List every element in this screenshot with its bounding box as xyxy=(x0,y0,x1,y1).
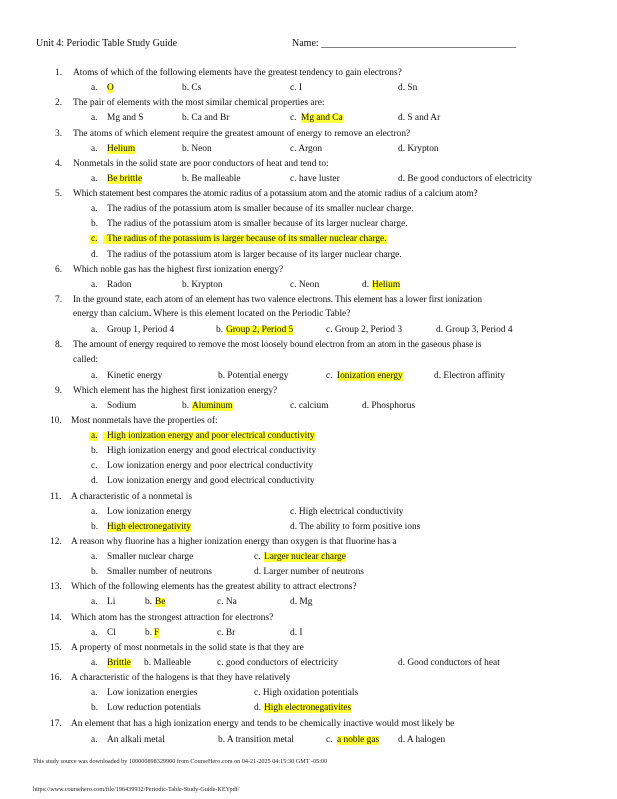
choice-letter: c. xyxy=(91,461,98,471)
choice: b. Be malleable xyxy=(182,174,241,184)
choice-letter: a. xyxy=(91,597,98,607)
choice-letter: a. xyxy=(91,401,98,411)
answer-highlight: Helium xyxy=(372,280,401,290)
choice-letter: a. xyxy=(91,628,98,638)
choice-letter: a. xyxy=(91,113,98,123)
choice: d. Group 3, Period 4 xyxy=(436,325,513,335)
choice-letter: a. xyxy=(91,144,98,154)
answer-highlight-letter: a. xyxy=(91,431,98,441)
choice: d. Good conductors of heat xyxy=(398,658,500,668)
choice-letter: b. xyxy=(91,219,99,229)
choice: b. Cs xyxy=(182,83,202,93)
choice-letter: b. xyxy=(145,597,153,607)
choice-text: Mg and S xyxy=(107,113,144,123)
question-number: 11. xyxy=(50,492,62,502)
question-stem: A property of most nonmetals in the solid state is that they are xyxy=(71,643,304,653)
choice-text: Cl xyxy=(107,628,116,638)
choice: b. Ca and Br xyxy=(182,113,230,123)
choice: c. Neon xyxy=(290,280,320,290)
question-stem: The amount of energy required to remove the most loosely bound electron from an atom in the gaseous phase is xyxy=(73,340,482,350)
answer-highlight: High electronegativity xyxy=(107,522,192,532)
download-notice: This study source was downloaded by 100000898329900 from CourseHero.com on 04-21-2025 04:15:30 GMT -05:00 xyxy=(33,758,328,765)
question-number: 4. xyxy=(55,159,63,169)
question-stem: Which noble gas has the highest first ionization energy? xyxy=(73,265,284,275)
question-number: 12. xyxy=(50,537,62,547)
choice-text: Radon xyxy=(107,280,132,290)
choice: b. A transition metal xyxy=(218,735,295,745)
choice: d. Be good conductors of electricity xyxy=(398,174,533,184)
choice-letter: d. xyxy=(254,703,262,713)
choice-text: Group 1, Period 4 xyxy=(107,325,175,335)
question-stem: A reason why fluorine has a higher ionization energy than oxygen is that fluorine has a xyxy=(71,537,397,547)
choice-letter: a. xyxy=(91,735,98,745)
question-stem: Which element has the highest first ionization energy? xyxy=(73,386,278,396)
choice: b. Malleable xyxy=(144,658,191,668)
question-stem: Nonmetals in the solid state are poor conductors of heat and tend to: xyxy=(73,159,329,169)
question-number: 17. xyxy=(50,719,62,729)
question-number: 10. xyxy=(50,416,62,426)
question-stem: A characteristic of a nonmetal is xyxy=(71,492,193,502)
question-number: 14. xyxy=(50,613,62,623)
choice-letter: b. xyxy=(91,446,99,456)
choice: c. High electrical conductivity xyxy=(290,507,404,517)
answer-highlight: Be xyxy=(155,597,166,607)
question-stem: Which atom has the strongest attraction for electrons? xyxy=(71,613,274,623)
choice-text: High ionization energy and good electrical conductivity xyxy=(107,446,317,456)
choice-text: Low ionization energy and good electrical conductivity xyxy=(107,476,315,486)
question-stem: The pair of elements with the most similar chemical properties are: xyxy=(73,98,325,108)
choice: b. Neon xyxy=(182,144,212,154)
choice: d. Sn xyxy=(398,83,418,93)
choice: d. The ability to form positive ions xyxy=(290,522,421,532)
answer-highlight: Larger nuclear charge xyxy=(264,552,346,562)
source-url[interactable]: https://www.coursehero.com/file/196439932/Periodic-Table-Study-Guide-KEYpdf/ xyxy=(33,786,240,793)
question-stem: Which statement best compares the atomic radius of a potassium atom and the atomic radius of a calcium atom? xyxy=(73,189,478,199)
choice: d. Larger number of neutrons xyxy=(254,567,364,577)
choice-text: Sodium xyxy=(107,401,137,411)
choice: c. calcium xyxy=(290,401,329,411)
choice-letter: a. xyxy=(91,83,98,93)
choice-letter: c. xyxy=(254,552,261,562)
choice: c. I xyxy=(290,83,302,93)
question-number: 1. xyxy=(55,68,63,78)
choice-letter: b. xyxy=(91,522,99,532)
choice-text: Li xyxy=(107,597,116,607)
choice-letter: a. xyxy=(91,552,98,562)
choice-letter: c. xyxy=(290,113,297,123)
question-stem: An element that has a high ionization energy and tends to be chemically inactive would most likely be xyxy=(71,719,455,729)
answer-highlight-letter: c. xyxy=(91,234,98,244)
choice-letter: c. xyxy=(326,735,333,745)
question-stem: In the ground state, each atom of an element has two valence electrons. This element has a lower first ionization xyxy=(73,295,482,305)
question-stem: Atoms of which of the following elements have the greatest tendency to gain electrons? xyxy=(73,68,402,78)
question-stem: Most nonmetals have the properties of: xyxy=(71,416,218,426)
name-field-label: Name: _______________________________________ xyxy=(292,38,517,49)
question-stem-continued: called: xyxy=(73,355,98,365)
choice: d. Mg xyxy=(290,597,313,607)
answer-highlight: F xyxy=(154,628,160,638)
question-stem: Which of the following elements has the greatest ability to attract electrons? xyxy=(71,582,357,592)
choice: c. good conductors of electricity xyxy=(217,658,339,668)
choice-text: An alkali metal xyxy=(107,735,165,745)
choice: c. Argon xyxy=(290,144,323,154)
page-title: Unit 4: Periodic Table Study Guide xyxy=(36,38,178,49)
choice-letter: a. xyxy=(91,507,98,517)
choice: b. Krypton xyxy=(182,280,223,290)
choice: d. I xyxy=(290,628,303,638)
choice-letter: b. xyxy=(182,401,190,411)
question-number: 6. xyxy=(55,265,63,275)
choice-text: Low ionization energy xyxy=(107,507,192,517)
answer-highlight: The radius of the potassium is larger because of its smaller nuclear charge. xyxy=(103,235,387,244)
answer-highlight: Group 2, Period 5 xyxy=(226,325,294,335)
choice: d. Krypton xyxy=(398,144,439,154)
answer-highlight: Be brittle xyxy=(107,174,143,184)
question-stem-continued: energy than calcium. Where is this element located on the Periodic Table? xyxy=(73,309,351,319)
question-number: 9. xyxy=(55,386,63,396)
answer-highlight: Ionization energy xyxy=(337,371,403,381)
choice-letter: b. xyxy=(91,567,99,577)
choice-letter: a. xyxy=(91,174,98,184)
choice-letter: a. xyxy=(91,688,98,698)
question-stem: A characteristic of the halogens is that they have relatively xyxy=(71,673,291,683)
choice: c. High oxidation potentials xyxy=(254,688,359,698)
choice: c. Na xyxy=(217,597,237,607)
answer-highlight: Mg and Ca xyxy=(301,113,343,123)
answer-highlight: Aluminum xyxy=(192,401,233,411)
choice-letter: b. xyxy=(216,325,224,335)
choice-letter: d. xyxy=(91,476,99,486)
choice-text: The radius of the potassium atom is smaller because of its smaller nuclear charge. xyxy=(107,204,414,214)
question-number: 5. xyxy=(55,189,63,199)
choice-letter: a. xyxy=(91,325,98,335)
choice-letter: d. xyxy=(362,280,370,290)
answer-highlight: High electronegativites xyxy=(264,703,352,713)
question-number: 13. xyxy=(50,582,62,592)
choice-text: Low ionization energies xyxy=(107,688,198,698)
question-number: 8. xyxy=(55,340,63,350)
choice: d. A halogen xyxy=(398,735,446,745)
choice: c. have luster xyxy=(290,174,340,184)
choice-text: The radius of the potassium atom is smaller because of its larger nuclear charge. xyxy=(107,219,408,229)
answer-highlight: Helium xyxy=(107,144,136,154)
choice-text: Smaller number of neutrons xyxy=(107,567,212,577)
choice-letter: a. xyxy=(91,280,98,290)
choice-letter: a. xyxy=(91,371,98,381)
choice-letter: d. xyxy=(91,250,99,260)
question-number: 3. xyxy=(55,129,63,139)
choice-text: Low ionization energy and poor electrical conductivity xyxy=(107,461,314,471)
choice-text: The radius of the potassium atom is larger because of its larger nuclear charge. xyxy=(107,250,402,260)
choice: d. Phosphorus xyxy=(362,401,416,411)
choice-text: Low reduction potentials xyxy=(107,703,201,713)
choice-text: Smaller nuclear charge xyxy=(107,552,194,562)
choice: d. Electron affinity xyxy=(434,371,505,381)
answer-highlight: Brittle xyxy=(107,658,131,668)
choice-letter: a. xyxy=(91,204,98,214)
choice: d. S and Ar xyxy=(398,113,441,123)
question-stem: The atoms of which element require the greatest amount of energy to remove an electron? xyxy=(73,129,411,139)
question-number: 16. xyxy=(50,673,62,683)
choice-letter: a. xyxy=(91,658,98,668)
choice: b. Potential energy xyxy=(218,371,289,381)
choice-letter: b. xyxy=(145,628,153,638)
choice-letter: c. xyxy=(326,371,333,381)
choice-letter: b. xyxy=(91,703,99,713)
choice: c. Br xyxy=(217,628,236,638)
answer-highlight: a noble gas xyxy=(337,735,380,745)
question-number: 2. xyxy=(55,98,63,108)
question-number: 7. xyxy=(55,295,63,305)
question-number: 15. xyxy=(50,643,62,653)
choice-text: Kinetic energy xyxy=(107,371,163,381)
answer-highlight: O xyxy=(107,83,114,93)
choice: c. Group 2, Period 3 xyxy=(326,325,403,335)
answer-highlight: High ionization energy and poor electrical conductivity xyxy=(103,432,315,441)
